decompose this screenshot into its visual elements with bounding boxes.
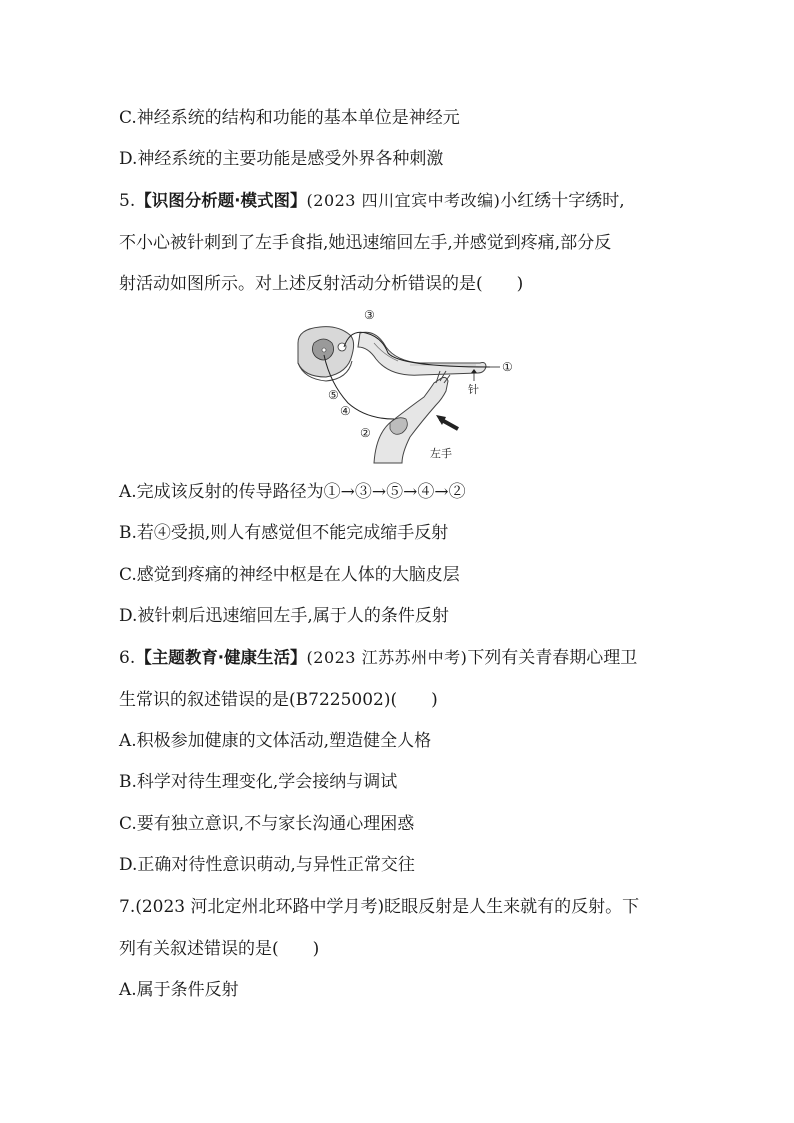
left-hand-label: 左手 (430, 447, 452, 460)
spinal-cord-section (298, 327, 354, 381)
reflex-arc-figure (290, 303, 522, 465)
question-5-option-a: A.完成该反射的传导路径为①→③→⑤→④→② (119, 482, 466, 502)
question-5-source: (2023 四川宜宾中考改编) (306, 191, 501, 210)
question-6-option-d: D.正确对待性意识萌动,与异性正常交往 (119, 855, 415, 875)
question-5-option-c: C.感觉到疼痛的神经中枢是在人体的大脑皮层 (119, 565, 460, 585)
question-6-option-b: B.科学对待生理变化,学会接纳与调试 (119, 772, 398, 792)
question-5-line-1 (119, 190, 625, 212)
question-6-number: 6. (119, 648, 136, 668)
question-6-text: 下列有关青春期心理卫 (467, 648, 638, 668)
question-5-text: 小红绣十字绣时, (500, 191, 625, 211)
question-7-option-a: A.属于条件反射 (119, 980, 239, 1000)
label-5: ⑤ (328, 388, 339, 402)
option-c-prev: C.神经系统的结构和功能的基本单位是神经元 (119, 108, 460, 128)
question-6-tag: 【主题教育·健康生活】 (135, 648, 307, 667)
label-4: ④ (340, 404, 351, 418)
question-5-option-b: B.若④受损,则人有感觉但不能完成缩手反射 (119, 523, 449, 543)
question-5-number: 5. (119, 191, 136, 211)
question-5-option-d: D.被针刺后迅速缩回左手,属于人的条件反射 (119, 606, 449, 626)
needle-label: 针 (468, 383, 479, 396)
question-6-line-1 (119, 647, 637, 669)
option-d-prev: D.神经系统的主要功能是感受外界各种刺激 (119, 149, 444, 169)
question-6-source: (2023 江苏苏州中考) (306, 648, 468, 667)
question-6-line-2: 生常识的叙述错误的是(B7225002)( ) (119, 690, 438, 710)
label-3: ③ (364, 308, 375, 322)
label-2: ② (360, 426, 371, 440)
question-7-line-1: 7.(2023 河北定州北环路中学月考)眨眼反射是人生来就有的反射。下 (119, 897, 640, 917)
question-5-line-3: 射活动如图所示。对上述反射活动分析错误的是( ) (119, 274, 524, 294)
label-1: ① (502, 360, 513, 374)
question-6-option-c: C.要有独立意识,不与家长沟通心理困惑 (119, 814, 415, 834)
question-7-line-2: 列有关叙述错误的是( ) (119, 939, 320, 959)
question-6-option-a: A.积极参加健康的文体活动,塑造健全人格 (119, 731, 432, 751)
question-5-tag: 【识图分析题·模式图】 (135, 191, 307, 210)
question-5-line-2: 不小心被针刺到了左手食指,她迅速缩回左手,并感觉到疼痛,部分反 (119, 233, 612, 253)
